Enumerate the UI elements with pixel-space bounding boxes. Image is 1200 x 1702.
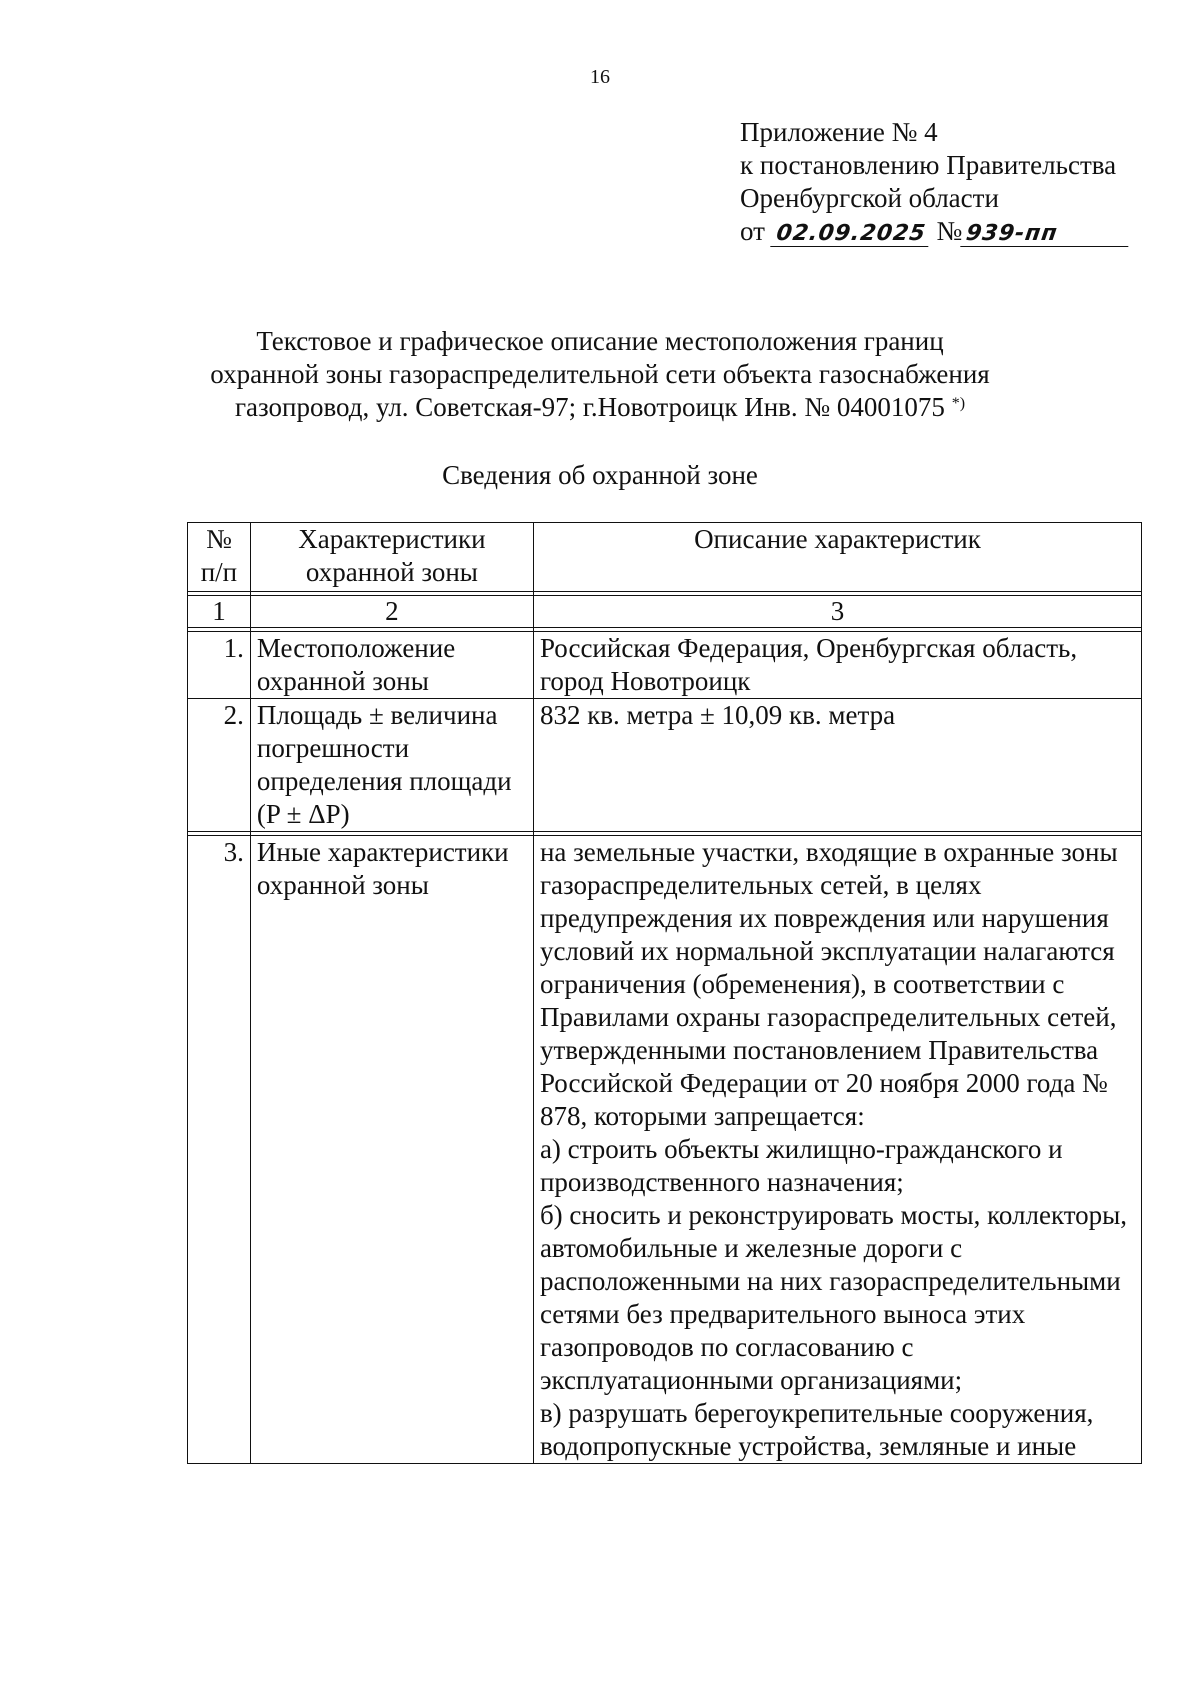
handwritten-date: 02.09.2025	[770, 222, 932, 247]
row-characteristic: Местоположение охранной зоны	[250, 632, 533, 699]
appendix-line-3: Оренбургской области	[740, 183, 999, 213]
page-number: 16	[590, 66, 610, 88]
description-paragraph: на земельные участки, входящие в охранные зоны газораспределительных сетей, в целях предупреждения их повреждения или нарушения условий их нормальной эксплуатации налагаются ограничения (обременения), в соответствии с Правилами охраны газораспределительных сетей, утвержденными постановлением Правительства Российской Федерации от 20 ноября 2000 года № 878, которыми запрещается:	[539, 837, 1118, 1131]
column-number: 1	[188, 596, 251, 628]
appendix-block	[740, 116, 1130, 248]
row-description	[533, 836, 1141, 1464]
row-number: 2.	[188, 699, 251, 832]
description-paragraph: в) разрушать берегоукрепительные сооружения, водопропускные устройства, земляные и иные	[539, 1398, 1094, 1461]
header-characteristic: Характеристики охранной зоны	[250, 523, 533, 592]
row-description	[533, 699, 1141, 832]
table-row	[188, 699, 1142, 832]
row-number: 1.	[188, 632, 251, 699]
description-paragraph: Российская Федерация, Оренбургская область, город Новотроицк	[539, 633, 1078, 696]
description-paragraph: б) сносить и реконструировать мосты, коллекторы, автомобильные и железные дороги с расположенными на них газораспределительными сетями без предварительного выноса этих газопроводов по согласованию с эксплуатационными организациями;	[539, 1200, 1128, 1395]
description-paragraph: 832 кв. метра ± 10,09 кв. метра	[539, 700, 896, 730]
handwritten-number: 939-пп	[960, 222, 1132, 247]
row-characteristic: Иные характеристики охранной зоны	[250, 836, 533, 1464]
header-number: № п/п	[188, 523, 251, 592]
title-line-1: Текстовое и графическое описание местоположения границ	[256, 326, 944, 356]
column-number-row	[188, 596, 1142, 628]
appendix-line-1: Приложение № 4	[740, 117, 938, 147]
table-header-row	[188, 523, 1142, 592]
appendix-line-4	[740, 215, 1130, 248]
table-row	[188, 632, 1142, 699]
column-number: 3	[533, 596, 1141, 628]
section-subtitle: Сведения об охранной зоне	[442, 460, 758, 490]
header-description: Описание характеристик	[533, 523, 1141, 592]
appendix-line-2: к постановлению Правительства	[740, 150, 1117, 180]
column-number: 2	[250, 596, 533, 628]
number-label: №	[936, 216, 963, 246]
zone-table	[187, 522, 1142, 1464]
row-characteristic: Площадь ± величина погрешности определения площади (P ± ΔP)	[250, 699, 533, 832]
title-line-2: охранной зоны газораспределительной сети объекта газоснабжения	[210, 359, 990, 389]
table-row	[188, 836, 1142, 1464]
document-title	[0, 325, 1200, 424]
description-paragraph: а) строить объекты жилищно-гражданского и производственного назначения;	[539, 1134, 1063, 1197]
row-number: 3.	[188, 836, 251, 1464]
from-label: от	[740, 216, 765, 246]
footnote-mark: *)	[951, 395, 966, 412]
title-line-3: газопровод, ул. Советская-97; г.Новотроицк Инв. № 04001075	[234, 392, 945, 422]
row-description	[533, 632, 1141, 699]
title-line-3-wrap	[0, 391, 1200, 424]
